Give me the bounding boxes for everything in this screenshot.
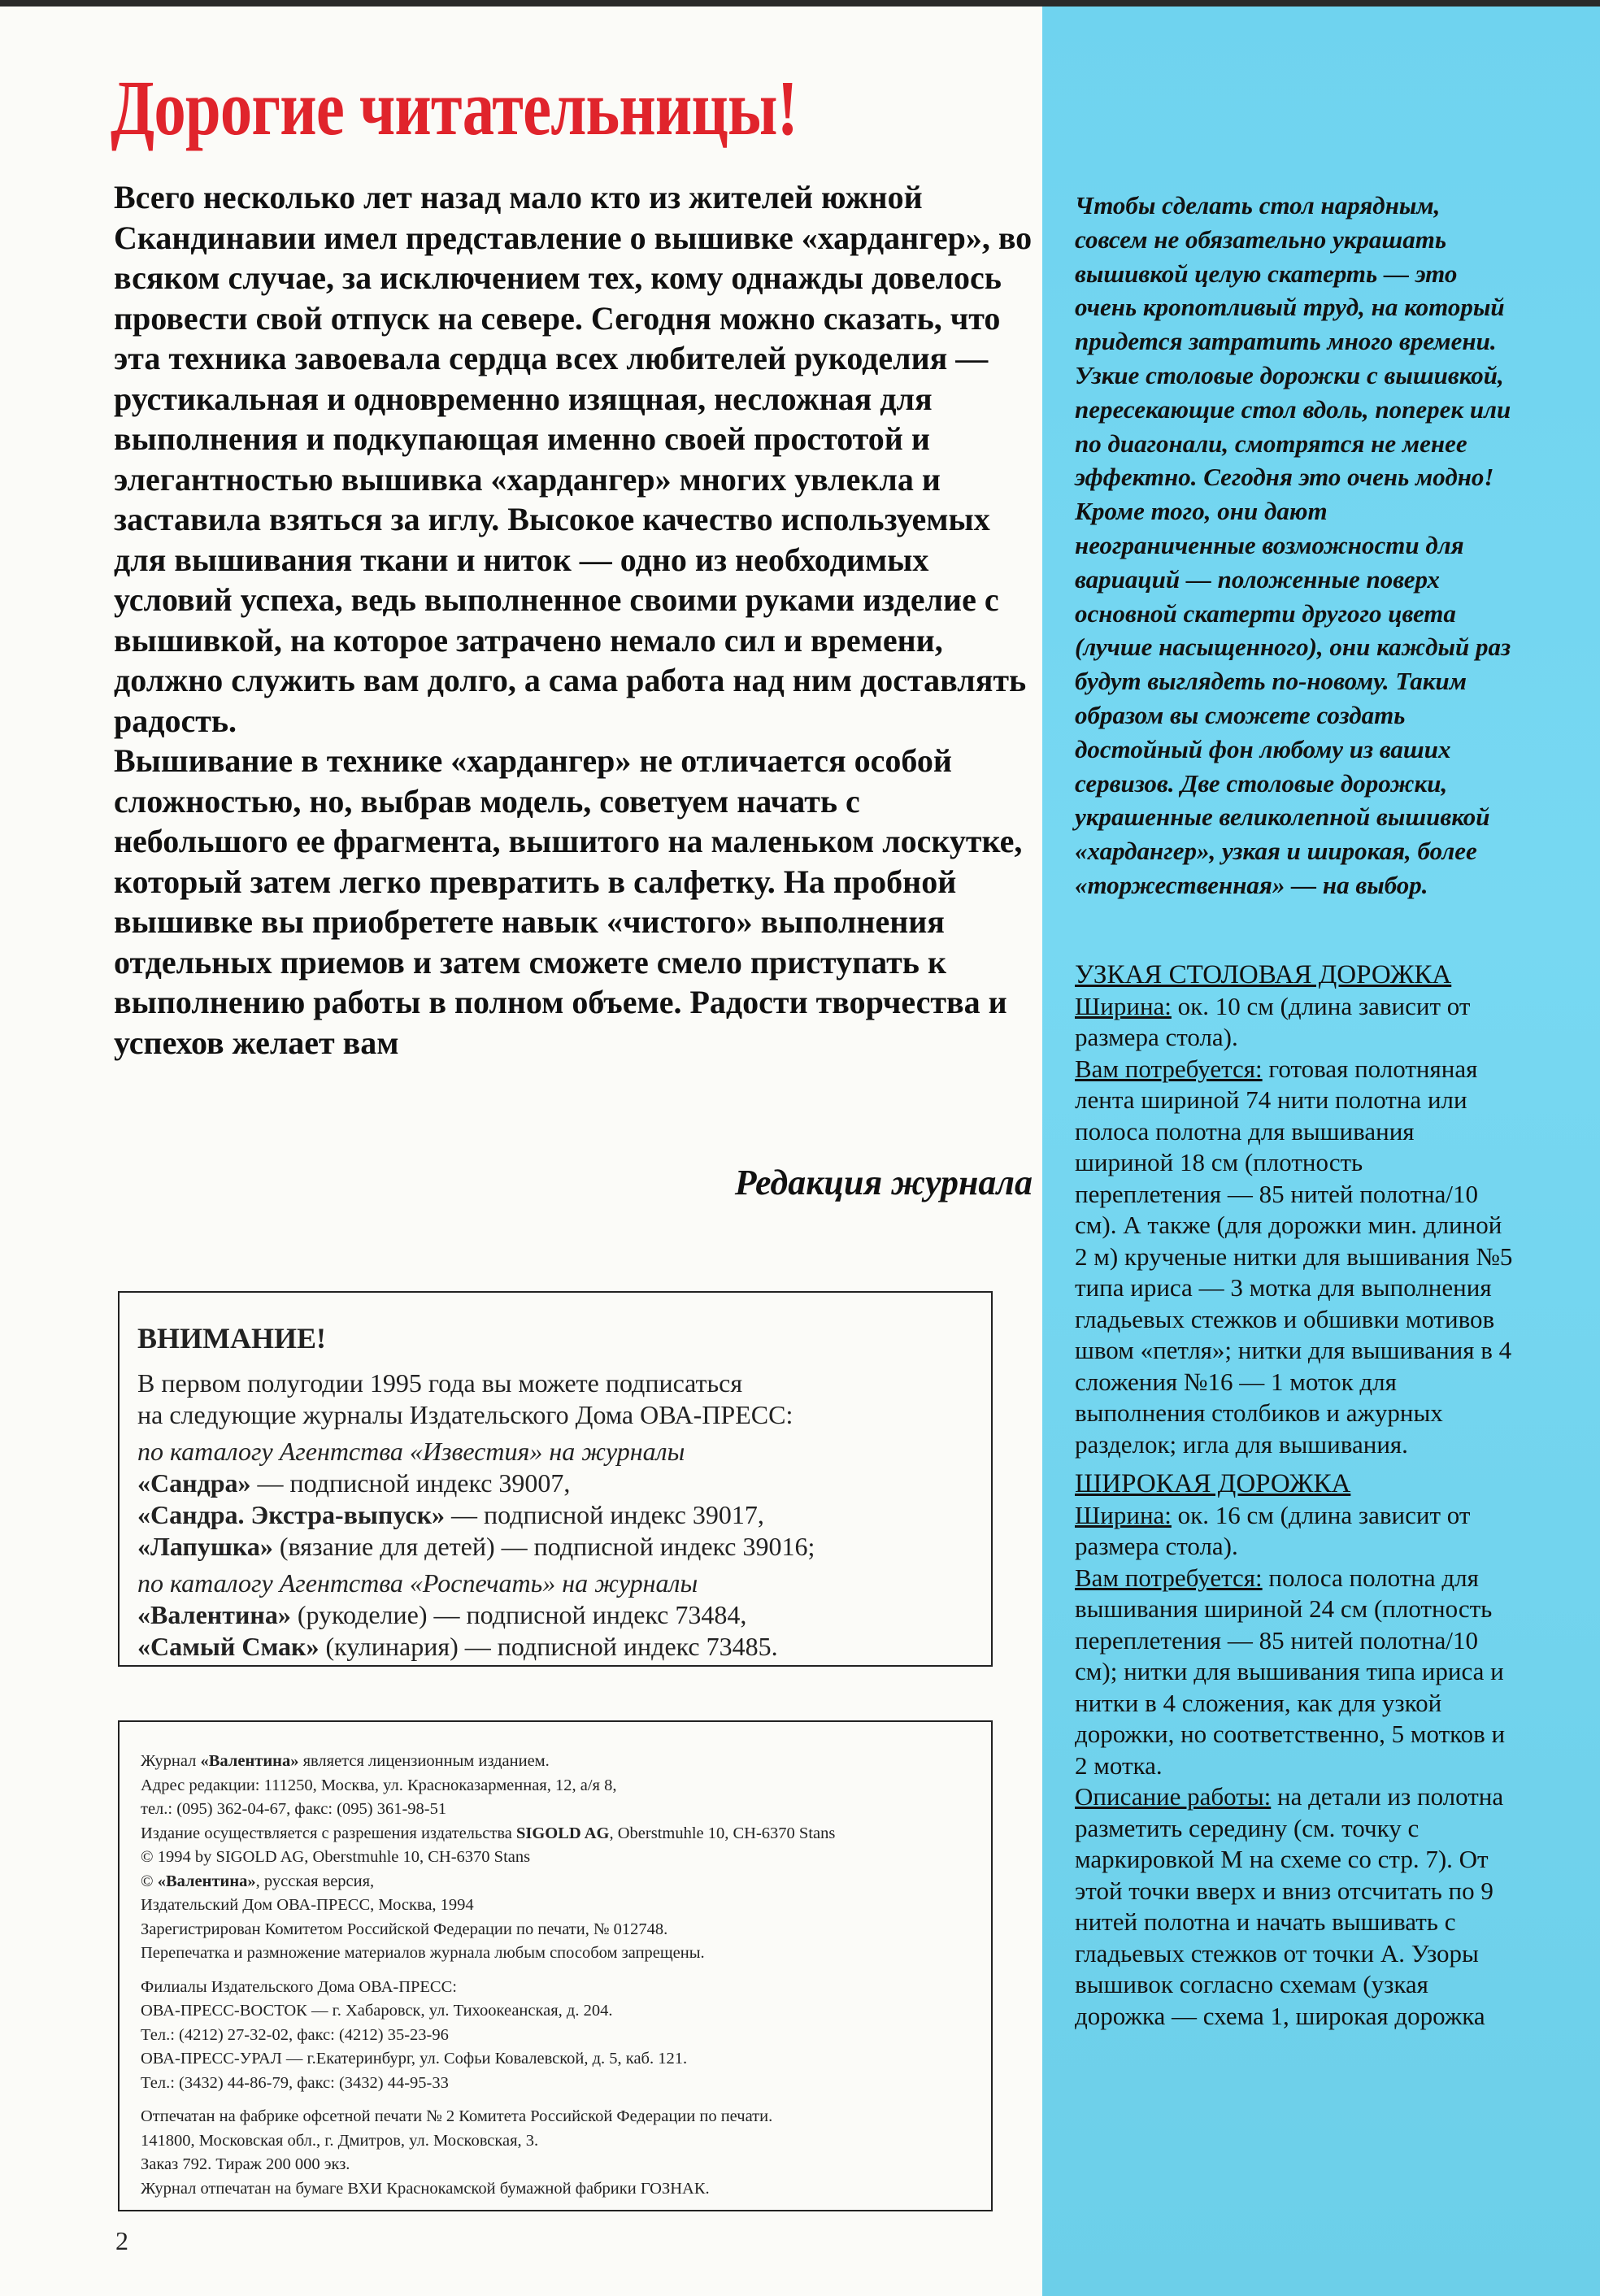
magazine-name: «Сандра. Экстра-выпуск» [137,1500,445,1529]
magazine-name: «Валентина» [200,1752,299,1770]
imprint-line [141,1822,972,1846]
spec-text: ок. 10 см (длина зависит от размера стола). [1075,991,1471,1051]
editorial-paragraph-2: Вышивание в технике «хардангер» не отличается особой сложностью, но, выбрав модель, советуем начать с небольшого ее фрагмента, вышитого на маленьком лоскутке, который затем легко превратить в салфетку. На пробной вышивке вы приобретете навык «чистого» выполнения отдельных приемов и затем сможете смело приступать к выполнению работы в полном объеме. Радости творчества и успехов желает вам [114,742,1023,1061]
subscription-index: (вязание для детей) — подписной индекс 39016; [272,1532,815,1561]
page-title: Дорогие читательницы! [111,64,798,151]
subscription-item [137,1499,972,1531]
narrow-runner-title: УЗКАЯ СТОЛОВАЯ ДОРОЖКА [1075,960,1452,989]
imprint-line: © 1994 by SIGOLD AG, Oberstmuhle 10, CH-6370 Stans [141,1848,531,1866]
magazine-name: «Самый Смак» [137,1632,320,1661]
subscription-notice-box [118,1291,993,1667]
subscription-item [137,1468,972,1499]
spec-text: на детали из полотна разметить середину (см. точку с маркировкой М на схеме со стр. 7). От этой точки вверх и вниз отсчитать по 9 нитей полотна и начать вышивать с гладьевых стежков от точки А. Узоры вышивок согласно схемам (узкая дорожка — схема 1, широкая дорожка [1075,1782,1504,2030]
imprint-line [141,1870,972,1894]
subscription-index: (рукоделие) — подписной индекс 73484, [290,1600,747,1629]
page-number: 2 [115,2226,128,2255]
magazine-name: «Валентина» [157,1872,256,1890]
spec-label: Ширина: [1075,1500,1172,1529]
imprint-box [118,1720,993,2211]
imprint-line: Зарегистрирован Комитетом Российской Федерации по печати, № 012748. [141,1920,668,1938]
imprint-line: тел.: (095) 362-04-67, факс: (095) 361-98-51 [141,1800,447,1818]
wide-width [1075,1500,1514,1563]
imprint-line: Журнал отпечатан на бумаге ВХИ Краснокамской бумажной фабрики ГОЗНАК. [141,2179,710,2198]
magazine-name: «Валентина» [137,1600,291,1629]
imprint-line: Адрес редакции: 111250, Москва, ул. Красноказарменная, 12, а/я 8, [141,1776,617,1794]
narrow-materials [1075,1054,1514,1461]
spacer [141,1966,972,1976]
imprint-line: 141800, Московская обл., г. Дмитров, ул. Московская, 3. [141,2131,539,2150]
spec-text: ок. 16 см (длина зависит от размера стола). [1075,1500,1471,1560]
subscription-item [137,1531,972,1563]
catalog-heading: по каталогу Агентства «Известия» на журналы [137,1437,685,1466]
catalog-heading: по каталогу Агентства «Роспечать» на журналы [137,1568,698,1598]
notice-heading: ВНИМАНИЕ! [137,1322,326,1355]
imprint-line: ОВА-ПРЕСС-УРАЛ — г.Екатеринбург, ул. Софьи Ковалевской, д. 5, каб. 121. [141,2050,688,2068]
spec-label: Вам потребуется: [1075,1563,1263,1592]
imprint-line: Тел.: (3432) 44-86-79, факс: (3432) 44-95-33 [141,2073,449,2092]
subscription-item [137,1631,972,1663]
wide-runner-title: ШИРОКАЯ ДОРОЖКА [1075,1469,1351,1498]
magazine-name: «Сандра» [137,1468,251,1498]
imprint-text: является лицензионным изданием. [298,1752,550,1770]
imprint-text: Журнал [141,1752,201,1770]
narrow-width [1075,991,1514,1054]
imprint-line: Тел.: (4212) 27-32-02, факс: (4212) 35-23-96 [141,2025,449,2044]
imprint-line: ОВА-ПРЕСС-ВОСТОК — г. Хабаровск, ул. Тихоокеанская, д. 204. [141,2002,613,2020]
imprint-text: © [141,1872,158,1890]
sidebar-intro: Чтобы сделать стол нарядным, совсем не обязательно украшать вышивкой целую скатерть — это очень кропотливый труд, на который придется затратить много времени. Узкие столовые дорожки с вышивкой, пересекающие стол вдоль, поперек или по диагонали, смотрятся не менее эффектно. Сегодня это очень модно! Кроме того, они дают неограниченные возможности для вариаций — положенные поверх основной скатерти другого цвета (лучше насыщенного), они каждый раз будут выглядеть по-новому. Таким образом вы сможете создать достойный фон любому из ваших сервизов. Две столовые дорожки, украшенные великолепной вышивкой «хардангер», узкая и широкая, более «торжественная» — на выбор. [1075,191,1511,899]
imprint-text: , Oberstmuhle 10, CH-6370 Stans [609,1824,836,1842]
editorial-paragraph-1: Всего несколько лет назад мало кто из жителей южной Скандинавии имел представление о вышивке «хардангер», во всяком случае, за исключением тех, кому однажды довелось провести свой отпуск на севере. Сегодня можно сказать, что эта техника завоевала сердца всех любителей рукоделия — рустикальная и одновременно изящная, несложная для выполнения и подкупающая именно своей простотой и элегантностью вышивка «хардангер» многих увлекла и заставила взяться за иглу. Высокое качество используемых для вышивания ткани и ниток — одно из необходимых условий успеха, ведь выполненное своими руками изделие с вышивкой, на которое затрачено немало сил и времени, должно служить вам долго, а сама работа над ним доставлять радость. [114,179,1033,739]
spacer [141,2095,972,2105]
imprint-text: , русская версия, [255,1872,375,1890]
subscription-item [137,1599,972,1631]
work-description [1075,1781,1514,2032]
notice-line: В первом полугодии 1995 года вы можете подписаться [137,1368,743,1398]
imprint-line [141,1750,972,1774]
spec-label: Описание работы: [1075,1782,1272,1811]
imprint-line: Заказ 792. Тираж 200 000 экз. [141,2155,350,2173]
publisher-name: SIGOLD AG [515,1824,610,1842]
top-border [0,0,1600,7]
spec-label: Ширина: [1075,991,1172,1020]
sidebar-instructions [1075,959,1514,2032]
imprint-line: Издательский Дом ОВА-ПРЕСС, Москва, 1994 [141,1896,474,1914]
subscription-index: — подписной индекс 39017, [445,1500,764,1529]
imprint-line: Отпечатан на фабрике офсетной печати № 2 Комитета Российской Федерации по печати. [141,2107,773,2125]
imprint-line: Филиалы Издательского Дома ОВА-ПРЕСС: [141,1977,457,1996]
subscription-index: — подписной индекс 39007, [250,1468,571,1498]
spec-text: готовая полотняная лента шириной 74 нити полотна или полоса полотна для вышивания шириной 18 см (плотность переплетения — 85 нитей полотна/10 см). А также (для дорожки мин. длиной 2 м) крученые нитки для вышивания №5 типа ириса — 3 мотка для выполнения гладьевых стежков и обшивки мотивов швом «петля»; нитки для вышивания в 4 сложения №16 — 1 моток для выполнения столбиков и ажурных разделок; игла для вышивания. [1075,1054,1513,1459]
notice-line: на следующие журналы Издательского Дома ОВА-ПРЕСС: [137,1400,793,1429]
spec-label: Вам потребуется: [1075,1054,1263,1083]
subscription-index: (кулинария) — подписной индекс 73485. [319,1632,778,1661]
spec-text: полоса полотна для вышивания шириной 24 см (плотность переплетения — 85 нитей полотна/10 см); нитки для вышивания типа ириса и нитки в 4 сложения, как для узкой дорожки, но соответственно, 5 мотков и 2 мотка. [1075,1563,1506,1780]
imprint-line: Перепечатка и размножение материалов журнала любым способом запрещены. [141,1944,705,1962]
magazine-name: «Лапушка» [137,1532,273,1561]
imprint-text: Издание осуществляется с разрешения издательства [141,1824,516,1842]
editorial-signature: Редакция журнала [734,1163,1033,1202]
editorial-text [114,177,1033,1063]
wide-materials [1075,1563,1514,1782]
